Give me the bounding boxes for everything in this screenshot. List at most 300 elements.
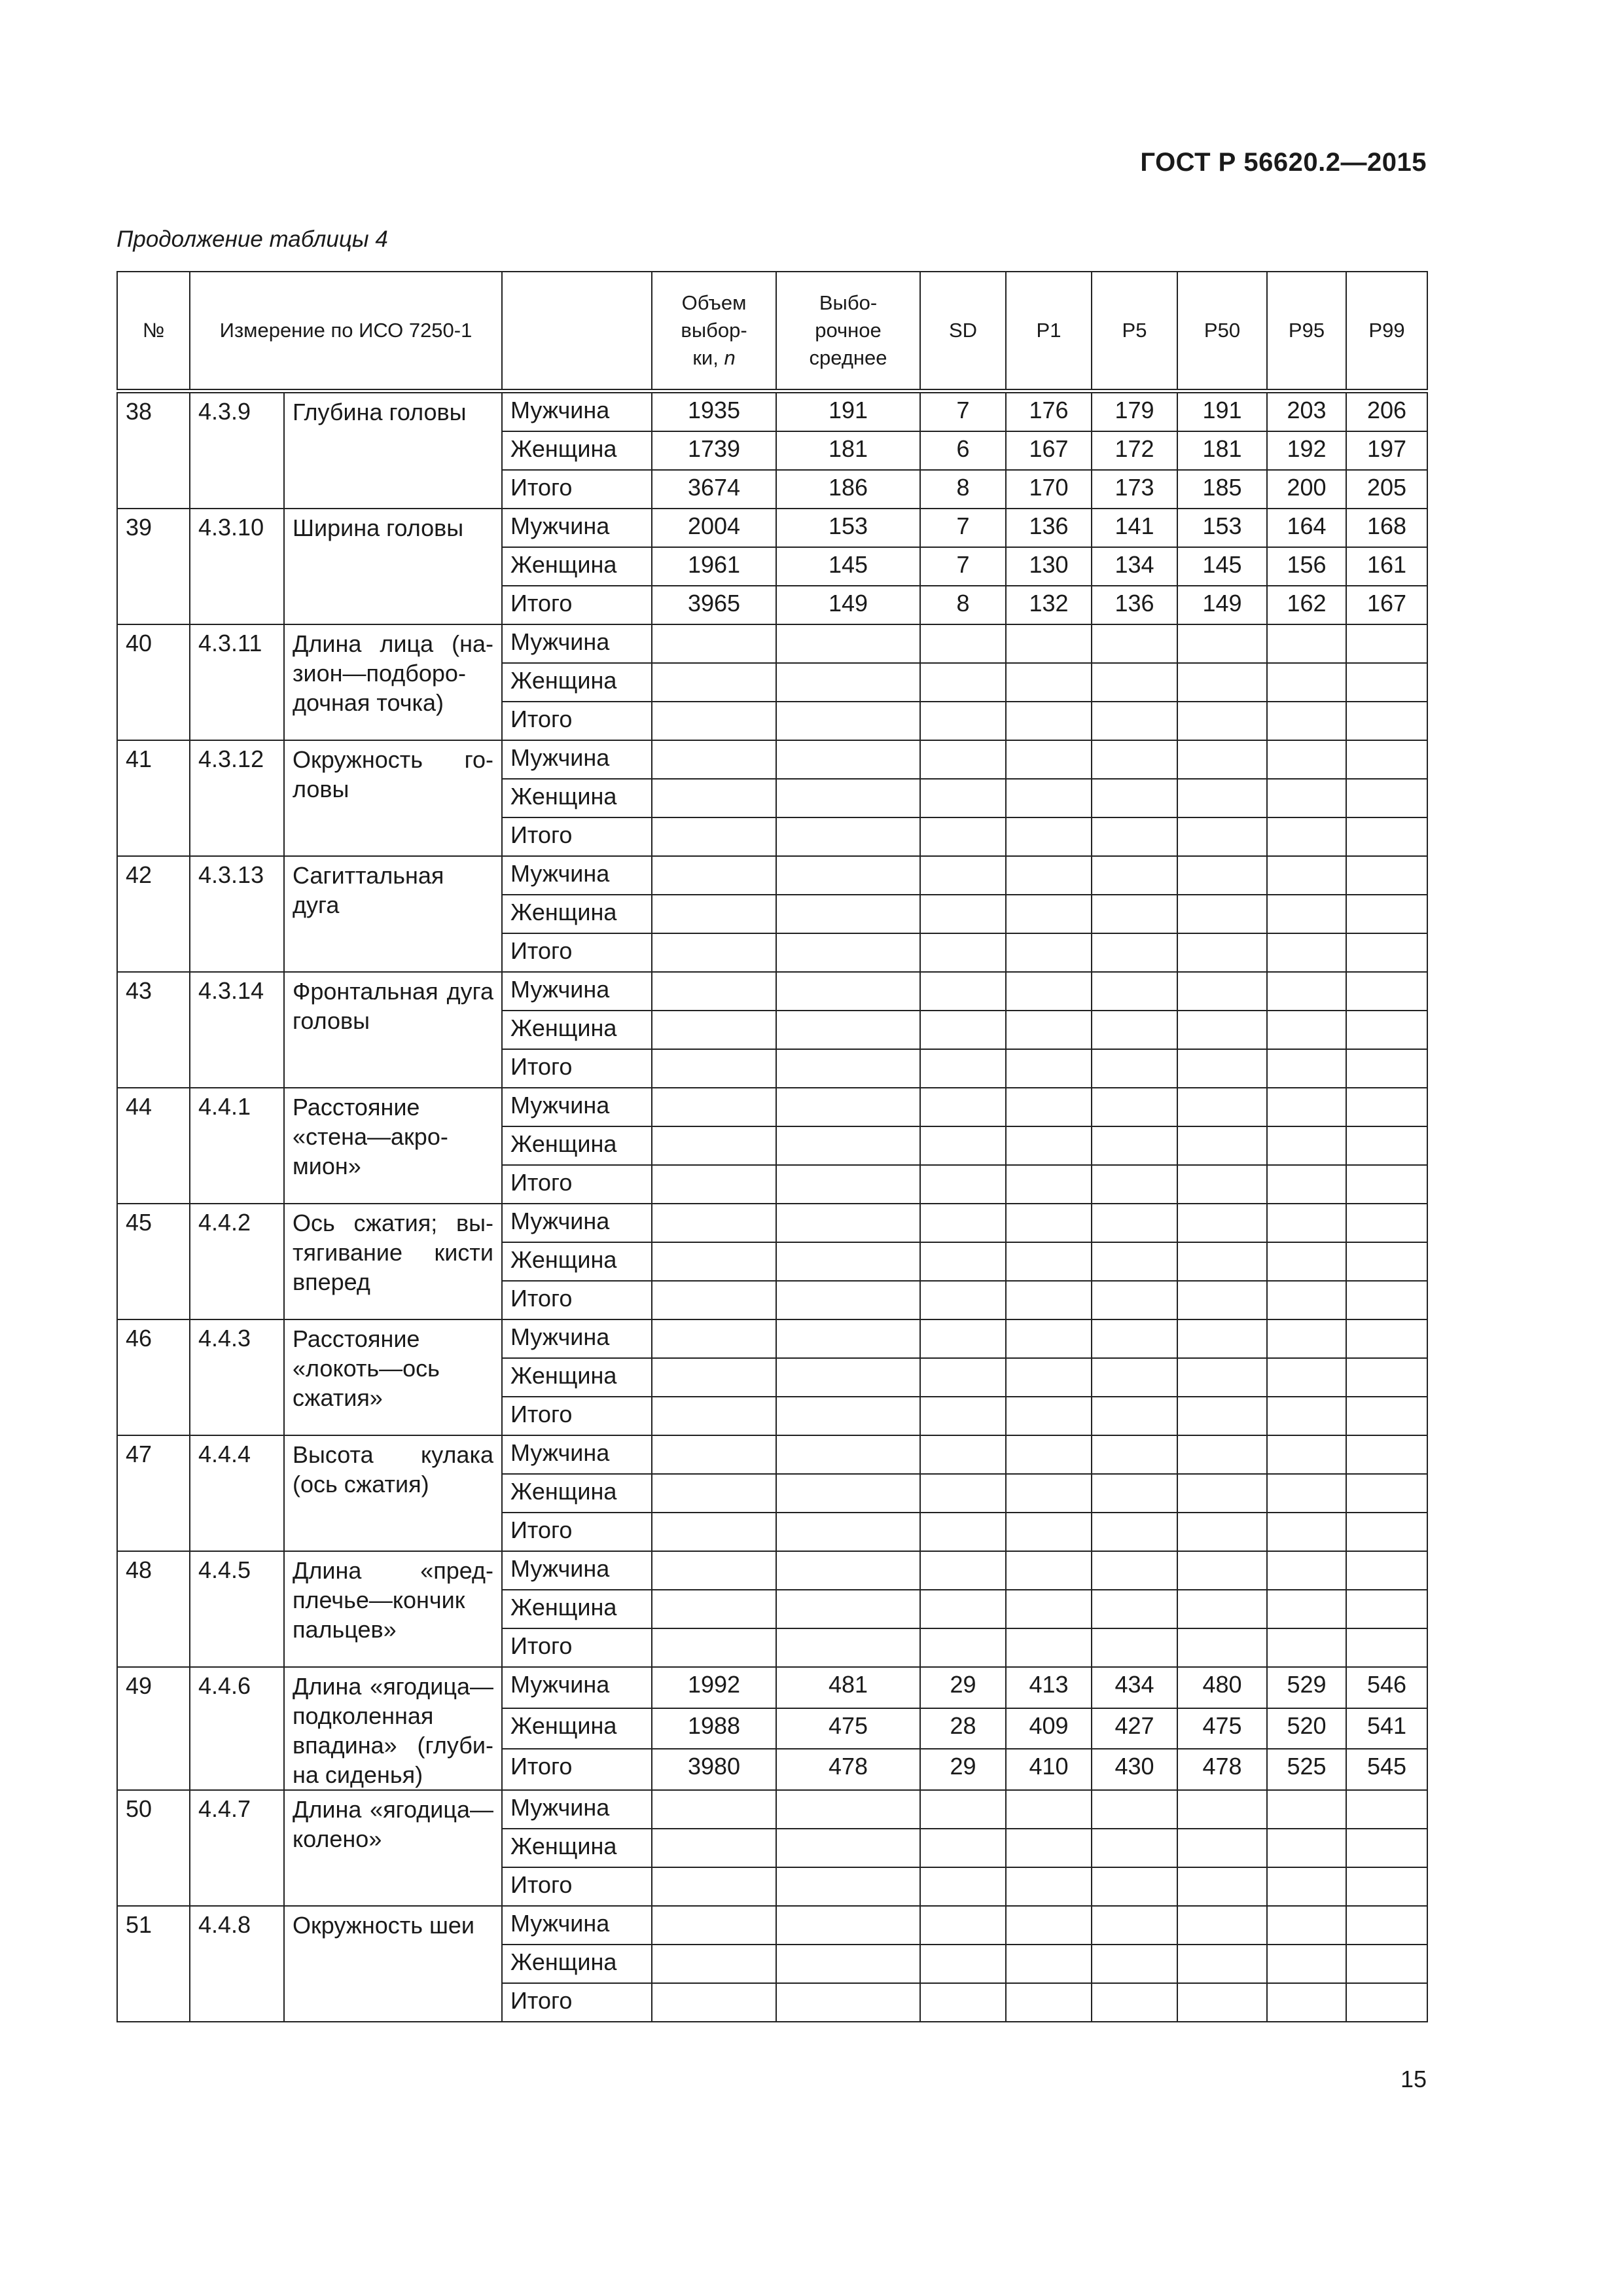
measurement-name: Сагиттальная дуга bbox=[284, 856, 502, 972]
value-p1 bbox=[1006, 624, 1092, 663]
value-p1 bbox=[1006, 817, 1092, 856]
value-p50 bbox=[1177, 1906, 1267, 1945]
value-sd bbox=[920, 972, 1006, 1011]
value-p99: 168 bbox=[1346, 509, 1427, 547]
value-sample-size bbox=[652, 1513, 776, 1551]
value-p95 bbox=[1267, 1867, 1346, 1906]
sex-group: Итого bbox=[502, 470, 652, 509]
value-p1 bbox=[1006, 1358, 1092, 1397]
value-sd bbox=[920, 1551, 1006, 1590]
value-mean bbox=[776, 1867, 920, 1906]
value-p95 bbox=[1267, 1242, 1346, 1281]
value-p95: 164 bbox=[1267, 509, 1346, 547]
value-p5 bbox=[1092, 895, 1177, 933]
value-p1 bbox=[1006, 1551, 1092, 1590]
value-p5 bbox=[1092, 1358, 1177, 1397]
value-p5: 134 bbox=[1092, 547, 1177, 586]
value-p95 bbox=[1267, 1906, 1346, 1945]
value-p5 bbox=[1092, 1551, 1177, 1590]
sex-group: Женщина bbox=[502, 547, 652, 586]
value-p5 bbox=[1092, 933, 1177, 972]
value-p99 bbox=[1346, 1474, 1427, 1513]
iso-code: 4.3.12 bbox=[190, 740, 284, 856]
value-p99 bbox=[1346, 1049, 1427, 1088]
value-p95: 192 bbox=[1267, 431, 1346, 470]
value-p99 bbox=[1346, 1513, 1427, 1551]
value-p50 bbox=[1177, 624, 1267, 663]
value-sd bbox=[920, 1319, 1006, 1358]
value-p95 bbox=[1267, 1513, 1346, 1551]
value-p95: 529 bbox=[1267, 1667, 1346, 1708]
value-mean bbox=[776, 1790, 920, 1829]
value-p95 bbox=[1267, 972, 1346, 1011]
measurement-name: Высота кулака (ось сжатия) bbox=[284, 1435, 502, 1551]
sex-group: Итого bbox=[502, 1628, 652, 1667]
value-p50 bbox=[1177, 1165, 1267, 1204]
value-p99: 546 bbox=[1346, 1667, 1427, 1708]
value-p99 bbox=[1346, 817, 1427, 856]
value-p5: 141 bbox=[1092, 509, 1177, 547]
value-mean bbox=[776, 1551, 920, 1590]
value-p99 bbox=[1346, 933, 1427, 972]
value-sd: 8 bbox=[920, 470, 1006, 509]
value-mean bbox=[776, 1165, 920, 1204]
value-p5 bbox=[1092, 1126, 1177, 1165]
value-sample-size bbox=[652, 1590, 776, 1628]
iso-code: 4.4.6 bbox=[190, 1667, 284, 1790]
value-p95 bbox=[1267, 1628, 1346, 1667]
value-p1 bbox=[1006, 1049, 1092, 1088]
value-p99: 167 bbox=[1346, 586, 1427, 624]
value-sample-size bbox=[652, 1281, 776, 1319]
value-mean: 181 bbox=[776, 431, 920, 470]
value-p1 bbox=[1006, 1628, 1092, 1667]
value-p99: 545 bbox=[1346, 1749, 1427, 1790]
value-p99 bbox=[1346, 1435, 1427, 1474]
sex-group: Женщина bbox=[502, 1126, 652, 1165]
value-p50 bbox=[1177, 1867, 1267, 1906]
value-sample-size bbox=[652, 663, 776, 702]
column-header-num: № bbox=[117, 272, 190, 391]
value-p95 bbox=[1267, 1829, 1346, 1867]
value-sample-size bbox=[652, 933, 776, 972]
table-row bbox=[117, 1435, 1427, 1474]
sex-group: Женщина bbox=[502, 1708, 652, 1749]
sex-group: Мужчина bbox=[502, 391, 652, 432]
value-p50: 478 bbox=[1177, 1749, 1267, 1790]
value-p99 bbox=[1346, 1165, 1427, 1204]
value-p1 bbox=[1006, 933, 1092, 972]
value-p50 bbox=[1177, 895, 1267, 933]
value-mean bbox=[776, 1281, 920, 1319]
value-sample-size bbox=[652, 1435, 776, 1474]
sex-group: Женщина bbox=[502, 1242, 652, 1281]
value-mean: 478 bbox=[776, 1749, 920, 1790]
column-header-p5: P5 bbox=[1092, 272, 1177, 391]
value-sample-size bbox=[652, 1945, 776, 1983]
value-p99 bbox=[1346, 624, 1427, 663]
measurement-name: Ширина головы bbox=[284, 509, 502, 624]
value-p1 bbox=[1006, 895, 1092, 933]
value-p95 bbox=[1267, 702, 1346, 740]
value-p95: 520 bbox=[1267, 1708, 1346, 1749]
value-p99 bbox=[1346, 1590, 1427, 1628]
column-header-sample-size-line2: выбор- bbox=[681, 319, 747, 342]
value-sd bbox=[920, 1088, 1006, 1126]
iso-code: 4.3.11 bbox=[190, 624, 284, 740]
table-row bbox=[117, 1204, 1427, 1242]
value-p1 bbox=[1006, 856, 1092, 895]
value-p95: 525 bbox=[1267, 1749, 1346, 1790]
value-sd bbox=[920, 1126, 1006, 1165]
value-sd bbox=[920, 1906, 1006, 1945]
value-p5 bbox=[1092, 972, 1177, 1011]
value-p99 bbox=[1346, 1011, 1427, 1049]
row-number: 50 bbox=[117, 1790, 190, 1906]
sex-group: Женщина bbox=[502, 1474, 652, 1513]
value-sample-size: 1961 bbox=[652, 547, 776, 586]
table-row bbox=[117, 509, 1427, 547]
value-sample-size: 2004 bbox=[652, 509, 776, 547]
sex-group: Итого bbox=[502, 817, 652, 856]
value-mean bbox=[776, 1397, 920, 1435]
value-mean bbox=[776, 624, 920, 663]
value-p1: 410 bbox=[1006, 1749, 1092, 1790]
value-p95 bbox=[1267, 817, 1346, 856]
iso-code: 4.3.14 bbox=[190, 972, 284, 1088]
row-number: 51 bbox=[117, 1906, 190, 2022]
value-p50: 153 bbox=[1177, 509, 1267, 547]
value-p99 bbox=[1346, 1945, 1427, 1983]
value-sample-size bbox=[652, 856, 776, 895]
value-p50 bbox=[1177, 1319, 1267, 1358]
row-number: 39 bbox=[117, 509, 190, 624]
value-p50: 149 bbox=[1177, 586, 1267, 624]
value-sample-size bbox=[652, 1397, 776, 1435]
value-mean bbox=[776, 972, 920, 1011]
value-sample-size bbox=[652, 1983, 776, 2022]
value-sample-size: 1992 bbox=[652, 1667, 776, 1708]
value-mean: 153 bbox=[776, 509, 920, 547]
row-number: 42 bbox=[117, 856, 190, 972]
value-p1 bbox=[1006, 1319, 1092, 1358]
column-header-mean-line2: рочное bbox=[815, 319, 882, 342]
value-p50 bbox=[1177, 817, 1267, 856]
value-sample-size bbox=[652, 702, 776, 740]
value-p99 bbox=[1346, 1628, 1427, 1667]
sex-group: Женщина bbox=[502, 1945, 652, 1983]
row-number: 38 bbox=[117, 391, 190, 509]
sex-group: Мужчина bbox=[502, 1551, 652, 1590]
value-sd: 29 bbox=[920, 1749, 1006, 1790]
sex-group: Женщина bbox=[502, 431, 652, 470]
sex-group: Женщина bbox=[502, 1829, 652, 1867]
value-sample-size bbox=[652, 895, 776, 933]
value-p1 bbox=[1006, 1474, 1092, 1513]
value-p99 bbox=[1346, 1126, 1427, 1165]
value-p95 bbox=[1267, 1204, 1346, 1242]
data-table bbox=[116, 271, 1428, 2022]
value-p50 bbox=[1177, 933, 1267, 972]
value-sample-size: 1935 bbox=[652, 391, 776, 432]
measurement-name: Глубина головы bbox=[284, 391, 502, 509]
value-p1: 409 bbox=[1006, 1708, 1092, 1749]
sex-group: Мужчина bbox=[502, 1204, 652, 1242]
value-sample-size bbox=[652, 1829, 776, 1867]
sex-group: Итого bbox=[502, 1165, 652, 1204]
value-p1 bbox=[1006, 740, 1092, 779]
value-sample-size bbox=[652, 1049, 776, 1088]
column-header-sd: SD bbox=[920, 272, 1006, 391]
value-p1: 132 bbox=[1006, 586, 1092, 624]
value-p5 bbox=[1092, 856, 1177, 895]
column-header-p99: P99 bbox=[1346, 272, 1427, 391]
value-p50 bbox=[1177, 779, 1267, 817]
value-p5 bbox=[1092, 1011, 1177, 1049]
value-p50 bbox=[1177, 1590, 1267, 1628]
table-row bbox=[117, 1551, 1427, 1590]
value-sample-size bbox=[652, 779, 776, 817]
measurement-name: Расстояние «стена—акромион» bbox=[284, 1088, 502, 1204]
value-p5 bbox=[1092, 1319, 1177, 1358]
value-p5: 173 bbox=[1092, 470, 1177, 509]
column-header-p95: P95 bbox=[1267, 272, 1346, 391]
sex-group: Итого bbox=[502, 1397, 652, 1435]
value-p1 bbox=[1006, 702, 1092, 740]
value-p1 bbox=[1006, 1165, 1092, 1204]
measurement-name: Длина «ягодица—подколенная впадина» (глубина сиденья) bbox=[284, 1667, 502, 1790]
value-p50 bbox=[1177, 702, 1267, 740]
value-sample-size bbox=[652, 817, 776, 856]
column-header-mean-line3: среднее bbox=[809, 346, 887, 369]
sex-group: Мужчина bbox=[502, 1667, 652, 1708]
value-p5 bbox=[1092, 1983, 1177, 2022]
value-p5 bbox=[1092, 1628, 1177, 1667]
table-caption: Продолжение таблицы 4 bbox=[116, 226, 388, 252]
sex-group: Мужчина bbox=[502, 1906, 652, 1945]
value-p99 bbox=[1346, 1281, 1427, 1319]
column-header-sample-size bbox=[652, 272, 776, 391]
value-p50 bbox=[1177, 1088, 1267, 1126]
value-sd bbox=[920, 1281, 1006, 1319]
value-sd bbox=[920, 1628, 1006, 1667]
value-sample-size bbox=[652, 1165, 776, 1204]
value-p95 bbox=[1267, 933, 1346, 972]
value-sd bbox=[920, 740, 1006, 779]
table-row bbox=[117, 1088, 1427, 1126]
value-sample-size bbox=[652, 1319, 776, 1358]
value-mean bbox=[776, 1513, 920, 1551]
table-row bbox=[117, 1667, 1427, 1708]
column-header-mean bbox=[776, 272, 920, 391]
value-p95 bbox=[1267, 1590, 1346, 1628]
value-sd bbox=[920, 1790, 1006, 1829]
value-p1 bbox=[1006, 1435, 1092, 1474]
value-p50 bbox=[1177, 1628, 1267, 1667]
value-sd bbox=[920, 933, 1006, 972]
value-sd: 28 bbox=[920, 1708, 1006, 1749]
value-p5 bbox=[1092, 1790, 1177, 1829]
value-p95: 162 bbox=[1267, 586, 1346, 624]
value-sd bbox=[920, 1867, 1006, 1906]
sex-group: Женщина bbox=[502, 1358, 652, 1397]
iso-code: 4.4.8 bbox=[190, 1906, 284, 2022]
table-row bbox=[117, 856, 1427, 895]
table-row bbox=[117, 624, 1427, 663]
column-header-mean-line1: Выбо- bbox=[819, 291, 878, 314]
sex-group: Женщина bbox=[502, 779, 652, 817]
value-p1: 167 bbox=[1006, 431, 1092, 470]
value-p50: 185 bbox=[1177, 470, 1267, 509]
value-p50: 145 bbox=[1177, 547, 1267, 586]
value-p99 bbox=[1346, 1906, 1427, 1945]
value-mean bbox=[776, 702, 920, 740]
value-sd: 8 bbox=[920, 586, 1006, 624]
value-p50 bbox=[1177, 1945, 1267, 1983]
value-p5 bbox=[1092, 702, 1177, 740]
value-sd bbox=[920, 663, 1006, 702]
sex-group: Мужчина bbox=[502, 1790, 652, 1829]
table-row bbox=[117, 740, 1427, 779]
value-sample-size bbox=[652, 1358, 776, 1397]
value-p5 bbox=[1092, 1088, 1177, 1126]
value-p99 bbox=[1346, 1088, 1427, 1126]
value-p50 bbox=[1177, 1049, 1267, 1088]
iso-code: 4.4.3 bbox=[190, 1319, 284, 1435]
iso-code: 4.3.9 bbox=[190, 391, 284, 509]
value-mean bbox=[776, 779, 920, 817]
value-sd bbox=[920, 1242, 1006, 1281]
sex-group: Итого bbox=[502, 1281, 652, 1319]
value-p99 bbox=[1346, 779, 1427, 817]
value-p1 bbox=[1006, 663, 1092, 702]
value-p5 bbox=[1092, 1590, 1177, 1628]
row-number: 46 bbox=[117, 1319, 190, 1435]
value-sd bbox=[920, 856, 1006, 895]
value-p5 bbox=[1092, 1435, 1177, 1474]
value-sd bbox=[920, 702, 1006, 740]
value-p50 bbox=[1177, 1397, 1267, 1435]
sex-group: Мужчина bbox=[502, 740, 652, 779]
value-p5 bbox=[1092, 1867, 1177, 1906]
sex-group: Женщина bbox=[502, 895, 652, 933]
value-mean bbox=[776, 1204, 920, 1242]
value-mean bbox=[776, 1435, 920, 1474]
iso-code: 4.4.1 bbox=[190, 1088, 284, 1204]
value-sample-size bbox=[652, 1867, 776, 1906]
value-sample-size: 3674 bbox=[652, 470, 776, 509]
value-p99 bbox=[1346, 1790, 1427, 1829]
value-sample-size bbox=[652, 1242, 776, 1281]
value-p1 bbox=[1006, 1126, 1092, 1165]
value-p1 bbox=[1006, 1983, 1092, 2022]
sex-group: Мужчина bbox=[502, 972, 652, 1011]
value-p95 bbox=[1267, 1358, 1346, 1397]
iso-code: 4.4.5 bbox=[190, 1551, 284, 1667]
value-p5 bbox=[1092, 1474, 1177, 1513]
row-number: 49 bbox=[117, 1667, 190, 1790]
sex-group: Итого bbox=[502, 586, 652, 624]
value-sd bbox=[920, 1397, 1006, 1435]
sex-group: Итого bbox=[502, 1749, 652, 1790]
value-mean bbox=[776, 895, 920, 933]
sex-group: Мужчина bbox=[502, 1319, 652, 1358]
value-p50 bbox=[1177, 1513, 1267, 1551]
value-p99 bbox=[1346, 972, 1427, 1011]
table-header bbox=[117, 272, 1427, 391]
column-header-measurement: Измерение по ИСО 7250-1 bbox=[190, 272, 502, 391]
value-p5: 172 bbox=[1092, 431, 1177, 470]
measurement-name: Окружность головы bbox=[284, 740, 502, 856]
value-p5 bbox=[1092, 1204, 1177, 1242]
value-sample-size bbox=[652, 1126, 776, 1165]
value-p95 bbox=[1267, 895, 1346, 933]
value-p99 bbox=[1346, 663, 1427, 702]
sex-group: Мужчина bbox=[502, 1088, 652, 1126]
value-p5 bbox=[1092, 1513, 1177, 1551]
value-p50 bbox=[1177, 1829, 1267, 1867]
value-p99 bbox=[1346, 740, 1427, 779]
value-sd bbox=[920, 817, 1006, 856]
sex-group: Итого bbox=[502, 1867, 652, 1906]
value-p5 bbox=[1092, 1242, 1177, 1281]
value-p50 bbox=[1177, 1474, 1267, 1513]
value-sample-size: 1739 bbox=[652, 431, 776, 470]
value-p5: 434 bbox=[1092, 1667, 1177, 1708]
value-mean bbox=[776, 1945, 920, 1983]
sex-group: Итого bbox=[502, 1983, 652, 2022]
value-p95 bbox=[1267, 1126, 1346, 1165]
value-p5 bbox=[1092, 624, 1177, 663]
value-p95 bbox=[1267, 740, 1346, 779]
value-p99 bbox=[1346, 1867, 1427, 1906]
column-header-p1: P1 bbox=[1006, 272, 1092, 391]
sex-group: Мужчина bbox=[502, 1435, 652, 1474]
measurement-name: Фронтальная дуга головы bbox=[284, 972, 502, 1088]
value-mean bbox=[776, 1829, 920, 1867]
value-p95 bbox=[1267, 1011, 1346, 1049]
row-number: 45 bbox=[117, 1204, 190, 1319]
value-sd: 7 bbox=[920, 391, 1006, 432]
value-sd bbox=[920, 624, 1006, 663]
row-number: 41 bbox=[117, 740, 190, 856]
sex-group: Итого bbox=[502, 702, 652, 740]
value-sample-size bbox=[652, 1906, 776, 1945]
value-p99 bbox=[1346, 702, 1427, 740]
value-sd bbox=[920, 895, 1006, 933]
value-mean bbox=[776, 663, 920, 702]
value-mean bbox=[776, 1049, 920, 1088]
row-number: 43 bbox=[117, 972, 190, 1088]
value-sd bbox=[920, 1358, 1006, 1397]
value-sd: 6 bbox=[920, 431, 1006, 470]
value-sample-size bbox=[652, 1790, 776, 1829]
value-sample-size bbox=[652, 1551, 776, 1590]
value-sd bbox=[920, 1474, 1006, 1513]
sex-group: Женщина bbox=[502, 1590, 652, 1628]
value-p5 bbox=[1092, 817, 1177, 856]
value-p99: 206 bbox=[1346, 391, 1427, 432]
value-mean bbox=[776, 1242, 920, 1281]
value-p99 bbox=[1346, 1983, 1427, 2022]
value-p95 bbox=[1267, 779, 1346, 817]
value-p1 bbox=[1006, 1906, 1092, 1945]
value-p5 bbox=[1092, 1945, 1177, 1983]
column-header-sex bbox=[502, 272, 652, 391]
value-p50 bbox=[1177, 740, 1267, 779]
value-sd bbox=[920, 1983, 1006, 2022]
value-p5 bbox=[1092, 1829, 1177, 1867]
